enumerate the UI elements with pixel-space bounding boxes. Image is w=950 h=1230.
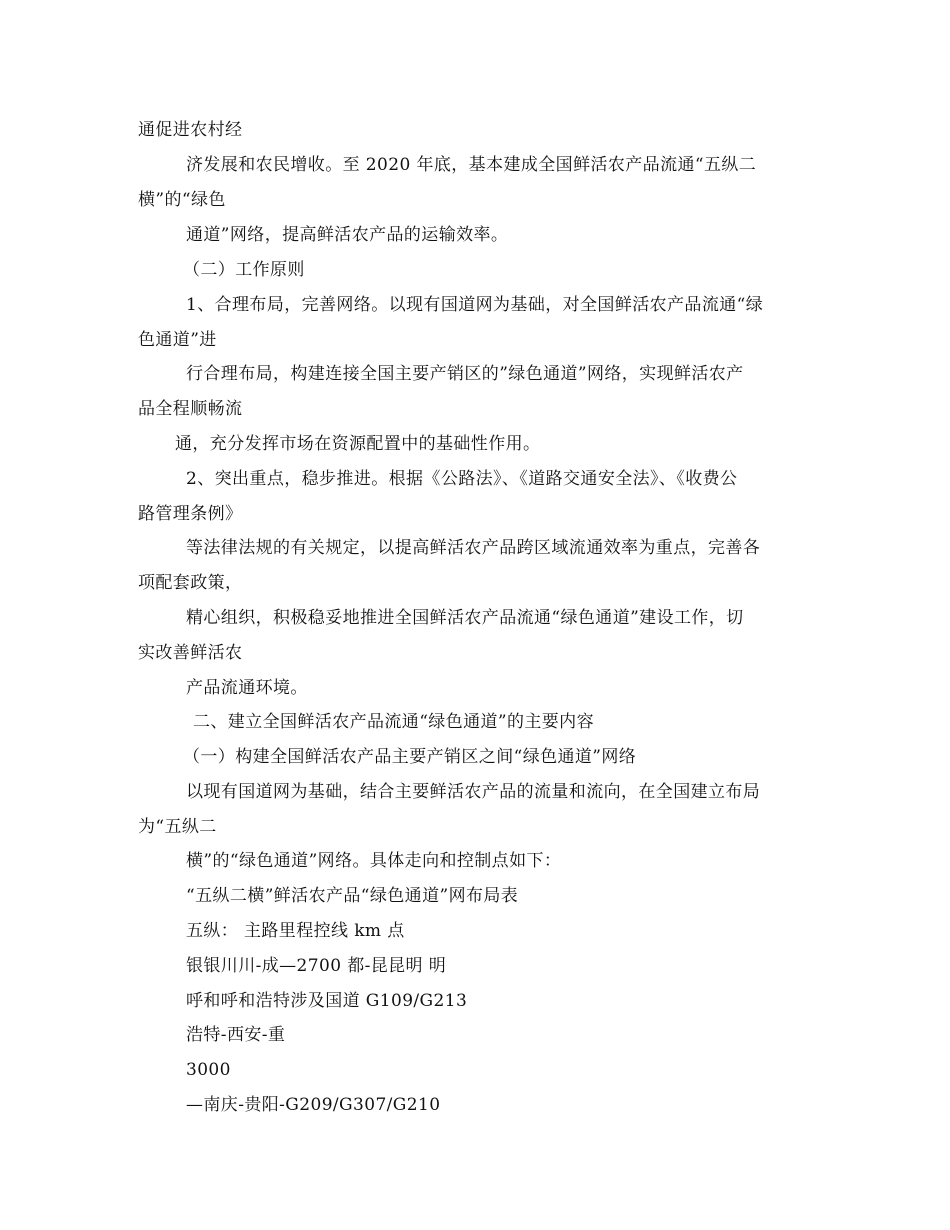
text-line: 横”的“绿色通道”网络。具体走向和控制点如下：: [186, 851, 562, 871]
section-heading: （二）工作原则: [183, 260, 305, 280]
text-line: 品全程顺畅流: [138, 399, 243, 419]
text-line: 1、合理布局，完善网络。以现有国道网为基础，对全国鲜活农产品流通“绿: [186, 295, 764, 315]
text-line: 以现有国道网为基础，结合主要鲜活农产品的流量和流向，在全国建立布局: [186, 782, 761, 802]
text-line: 横”的“绿色: [138, 190, 226, 210]
table-caption: “五纵二横”鲜活农产品“绿色通道”网布局表: [186, 886, 519, 906]
text-line: 通促进农村经: [138, 120, 243, 140]
table-text: 呼和呼和浩特涉及国道 G109/G213: [186, 991, 468, 1011]
text-line: 行合理布局，构建连接全国主要产销区的”绿色通道”网络，实现鲜活农产: [186, 364, 744, 384]
table-text: 五纵： 主路里程控线 km 点: [186, 921, 405, 941]
text-line: 精心组织，积极稳妥地推进全国鲜活农产品流通“绿色通道”建设工作，切: [186, 608, 744, 628]
text-line: 通，充分发挥市场在资源配置中的基础性作用。: [175, 434, 541, 454]
text-line: 路管理条例》: [138, 504, 243, 524]
text-line: 色通道”进: [138, 330, 217, 350]
text-line: 通道”网络，提高鲜活农产品的运输效率。: [186, 225, 509, 245]
text-line: 等法律法规的有关规定，以提高鲜活农产品跨区域流通效率为重点，完善各: [186, 538, 761, 558]
text-line: 实改善鲜活农: [138, 643, 243, 663]
text-line: 济发展和农民增收。至 2020 年底，基本建成全国鲜活农产品流通“五纵二: [186, 155, 757, 175]
subsection-heading: （一）构建全国鲜活农产品主要产销区之间“绿色通道”网络: [183, 747, 637, 767]
table-text: —南庆-贵阳-G209/G307/G210: [186, 1095, 441, 1115]
section-heading: 二、建立全国鲜活农产品流通“绿色通道”的主要内容: [193, 712, 594, 732]
text-line: 产品流通环境。: [186, 678, 308, 698]
text-line: 2、突出重点，稳步推进。根据《公路法》、《道路交通安全法》、《收费公: [186, 469, 738, 489]
text-line: 为“五纵二: [138, 817, 217, 837]
table-text: 浩特-西安-重: [186, 1025, 286, 1045]
table-text: 3000: [186, 1060, 231, 1080]
text-line: 项配套政策，: [138, 573, 243, 593]
table-text: 银银川川-成—2700 都-昆昆明 明: [186, 956, 447, 976]
